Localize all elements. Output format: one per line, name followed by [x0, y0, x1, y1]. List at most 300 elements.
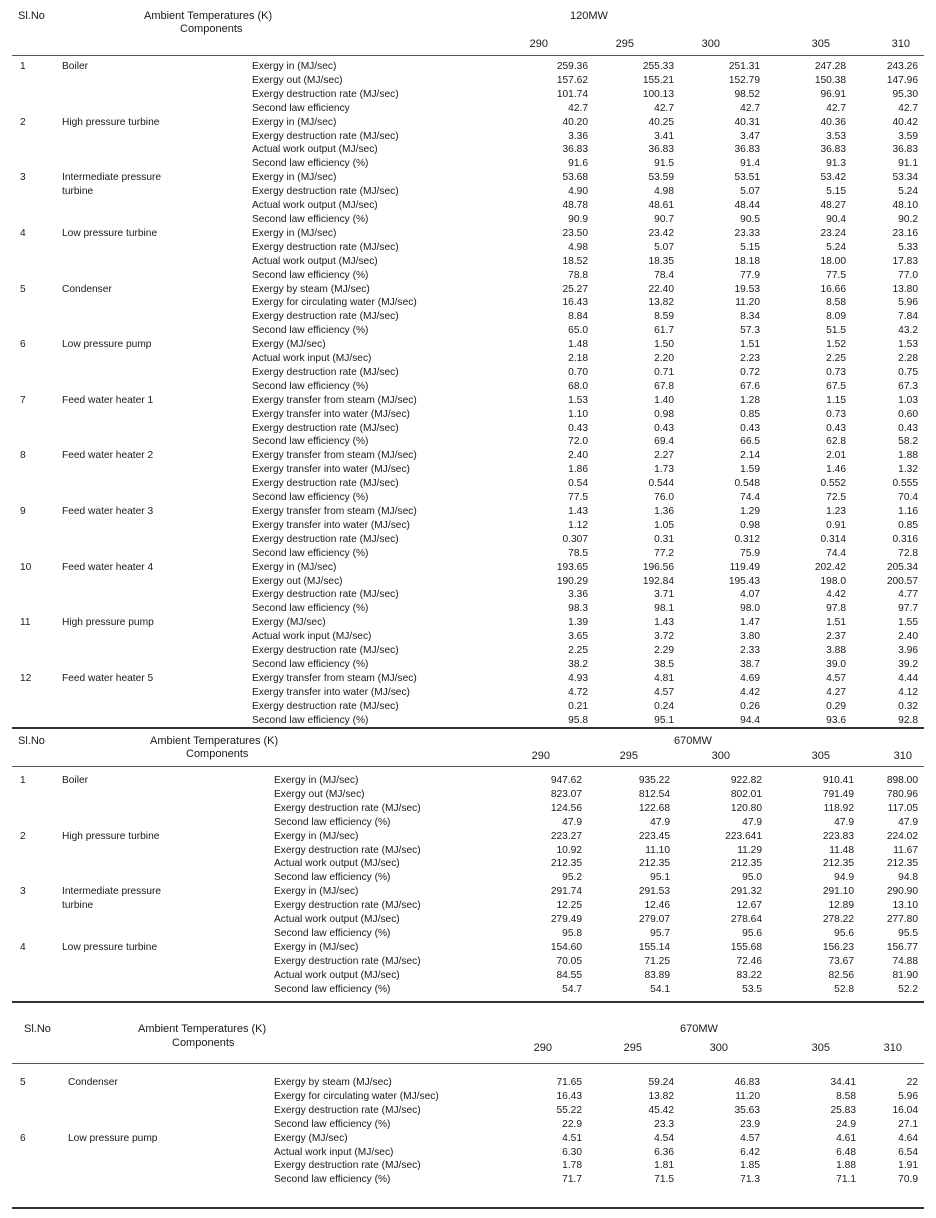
value-cell: 25.27: [562, 283, 588, 295]
temp-header: 305: [811, 750, 830, 762]
value-cell: 156.23: [822, 941, 854, 953]
value-cell: 97.8: [826, 603, 846, 615]
value-cell: 278.64: [730, 914, 762, 926]
sl-no-cell: [12, 102, 62, 116]
value-cell: 97.7: [898, 603, 918, 615]
value-cell: 3.96: [898, 645, 918, 657]
value-cell: 0.85: [898, 519, 918, 531]
value-cell: 82.56: [828, 969, 854, 981]
value-cell: 12.67: [736, 900, 762, 912]
value-cell: 90.7: [654, 213, 674, 225]
value-cell: 1.51: [740, 339, 760, 351]
value-cell: 2.40: [568, 450, 588, 462]
value-cell: 118.92: [823, 802, 854, 814]
table-row: [12, 310, 924, 324]
value-cell: 1.48: [568, 339, 588, 351]
sl-no-cell: [12, 1173, 68, 1187]
table-row: [12, 672, 924, 686]
sl-no-cell: [12, 700, 62, 714]
component-cell: [62, 686, 252, 700]
value-cell: 95.30: [892, 88, 918, 100]
value-cell: 1.43: [654, 617, 674, 629]
sl-no-cell: [12, 143, 62, 157]
value-cell: 22.40: [648, 283, 674, 295]
table-row: [12, 816, 924, 830]
value-cell: 4.44: [898, 672, 918, 684]
value-cell: 0.43: [740, 422, 760, 434]
value-cell: 24.9: [836, 1118, 856, 1130]
value-cell: 67.8: [654, 380, 674, 392]
component-cell: [62, 714, 252, 728]
value-cell: 90.9: [568, 213, 588, 225]
component-cell: [62, 519, 252, 533]
value-cell: 212.35: [822, 858, 854, 870]
component-cell: turbine: [62, 900, 94, 912]
table-row: [12, 435, 924, 449]
component-cell: [62, 74, 252, 88]
value-cell: 278.22: [822, 914, 854, 926]
value-cell: 196.56: [642, 561, 674, 573]
value-cell: 791.49: [822, 788, 854, 800]
table-row: [12, 491, 924, 505]
value-cell: 5.07: [740, 186, 760, 198]
parameter-cell: Exergy out (MJ/sec): [252, 575, 343, 587]
value-cell: 65.0: [568, 325, 588, 337]
value-cell: 119.49: [729, 561, 760, 573]
value-cell: 90.4: [826, 213, 846, 225]
parameter-cell: Second law efficiency (%): [252, 269, 369, 281]
sl-no-cell: [12, 185, 62, 199]
sl-no-cell: [12, 241, 62, 255]
value-cell: 81.90: [892, 969, 918, 981]
temp-header: 300: [711, 750, 730, 762]
value-cell: 5.15: [740, 241, 760, 253]
value-cell: 5.96: [898, 1090, 918, 1102]
sl-no-cell: [12, 913, 62, 927]
value-cell: 58.2: [898, 436, 918, 448]
component-cell: [62, 352, 252, 366]
value-cell: 48.44: [734, 200, 760, 212]
sl-no-cell: 1: [20, 61, 26, 72]
parameter-cell: Second law efficiency (%): [274, 983, 391, 995]
sl-no-cell: 8: [20, 450, 26, 462]
value-cell: 12.89: [828, 900, 854, 912]
sl-no-cell: 4: [20, 227, 26, 239]
table-row: [12, 88, 924, 102]
value-cell: 947.62: [550, 775, 582, 786]
component-cell: Feed water heater 5: [62, 672, 154, 684]
component-cell: [62, 913, 274, 927]
ambient-temperatures-header: Ambient Temperatures (K): [150, 735, 279, 747]
table-row: [12, 143, 924, 157]
table-row: [12, 213, 924, 227]
sl-no-cell: [12, 157, 62, 171]
parameter-cell: Actual work output (MJ/sec): [274, 858, 400, 870]
value-cell: 16.66: [820, 283, 846, 295]
data-table: [12, 774, 924, 997]
component-cell: [62, 296, 252, 310]
component-cell: Low pressure turbine: [62, 941, 158, 953]
value-cell: 70.9: [898, 1174, 918, 1186]
parameter-cell: Exergy by steam (MJ/sec): [274, 1077, 392, 1088]
component-cell: [62, 463, 252, 477]
value-cell: 23.24: [820, 227, 846, 239]
value-cell: 157.62: [556, 74, 588, 86]
value-cell: 1.78: [562, 1160, 582, 1172]
value-cell: 1.15: [826, 394, 846, 406]
sl-no-cell: [12, 74, 62, 88]
value-cell: 122.68: [638, 802, 670, 814]
value-cell: 7.84: [898, 311, 918, 323]
value-cell: 23.9: [740, 1118, 760, 1130]
sl-no-cell: [12, 899, 62, 913]
divider: [12, 766, 924, 767]
value-cell: 4.77: [898, 589, 918, 601]
value-cell: 1.85: [740, 1160, 760, 1172]
value-cell: 59.24: [648, 1077, 674, 1088]
parameter-cell: Second law efficiency (%): [252, 436, 369, 448]
value-cell: 1.53: [568, 394, 588, 406]
value-cell: 922.82: [730, 775, 762, 786]
sl-no-cell: [12, 857, 62, 871]
value-cell: 223.641: [725, 830, 762, 842]
sl-no-header: Sl.No: [18, 735, 45, 747]
component-cell: Low pressure turbine: [62, 227, 158, 239]
sl-no-cell: [12, 533, 62, 547]
value-cell: 71.1: [836, 1174, 856, 1186]
value-cell: 47.9: [898, 816, 918, 828]
value-cell: 0.312: [734, 533, 760, 545]
value-cell: 124.56: [550, 802, 582, 814]
parameter-cell: Exergy in (MJ/sec): [252, 227, 337, 239]
value-cell: 935.22: [638, 775, 670, 786]
component-cell: High pressure pump: [62, 617, 154, 629]
value-cell: 6.30: [562, 1146, 582, 1158]
value-cell: 290.90: [886, 886, 918, 898]
value-cell: 4.42: [826, 589, 846, 601]
value-cell: 16.04: [892, 1104, 918, 1116]
parameter-cell: Exergy in (MJ/sec): [274, 775, 359, 786]
value-cell: 0.43: [898, 422, 918, 434]
component-cell: [62, 213, 252, 227]
component-cell: [68, 1159, 274, 1173]
table-row: [12, 588, 924, 602]
sl-no-cell: [12, 644, 62, 658]
parameter-cell: Actual work output (MJ/sec): [252, 200, 378, 212]
table-row: [12, 788, 924, 802]
value-cell: 4.93: [568, 672, 588, 684]
value-cell: 95.6: [742, 927, 762, 939]
value-cell: 62.8: [826, 436, 846, 448]
component-cell: [68, 1118, 274, 1132]
value-cell: 247.28: [814, 61, 846, 72]
value-cell: 61.7: [654, 325, 674, 337]
component-cell: [62, 310, 252, 324]
value-cell: 13.80: [892, 283, 918, 295]
value-cell: 95.1: [654, 714, 674, 726]
parameter-cell: Exergy destruction rate (MJ/sec): [252, 186, 399, 198]
table-row: [12, 899, 924, 913]
sl-no-cell: [12, 927, 62, 941]
sl-no-cell: [12, 1104, 68, 1118]
component-cell: [62, 969, 274, 983]
value-cell: 1.59: [740, 464, 760, 476]
parameter-cell: Second law efficiency (%): [274, 816, 391, 828]
value-cell: 147.96: [886, 74, 918, 86]
value-cell: 38.5: [654, 658, 674, 670]
sl-no-cell: 10: [20, 561, 32, 573]
component-cell: Condenser: [68, 1077, 118, 1088]
sl-no-cell: [12, 130, 62, 144]
parameter-cell: Exergy in (MJ/sec): [252, 61, 337, 72]
value-cell: 2.14: [740, 450, 760, 462]
value-cell: 93.6: [826, 714, 846, 726]
sl-no-cell: [12, 199, 62, 213]
value-cell: 243.26: [886, 61, 918, 72]
table-row: [12, 941, 924, 955]
temp-header: 300: [709, 1042, 728, 1054]
value-cell: 251.31: [728, 61, 760, 72]
value-cell: 35.63: [734, 1104, 760, 1116]
component-cell: [68, 1146, 274, 1160]
value-cell: 16.43: [556, 1090, 582, 1102]
value-cell: 94.9: [834, 872, 854, 884]
value-cell: 94.8: [898, 872, 918, 884]
value-cell: 77.5: [826, 269, 846, 281]
value-cell: 98.1: [654, 603, 674, 615]
value-cell: 98.52: [734, 88, 760, 100]
value-cell: 0.555: [892, 478, 918, 490]
value-cell: 8.84: [568, 311, 588, 323]
sl-no-cell: [12, 658, 62, 672]
value-cell: 12.25: [556, 900, 582, 912]
parameter-cell: Exergy destruction rate (MJ/sec): [252, 478, 399, 490]
parameter-cell: Exergy for circulating water (MJ/sec): [274, 1090, 439, 1102]
value-cell: 40.36: [820, 116, 846, 128]
sl-no-cell: [12, 88, 62, 102]
parameter-cell: Exergy destruction rate (MJ/sec): [252, 645, 399, 657]
value-cell: 53.5: [742, 983, 762, 995]
value-cell: 95.8: [568, 714, 588, 726]
value-cell: 155.14: [638, 941, 670, 953]
table-row: [12, 686, 924, 700]
parameter-cell: Exergy (MJ/sec): [252, 617, 326, 629]
component-cell: [62, 816, 274, 830]
value-cell: 11.48: [829, 844, 854, 856]
value-cell: 3.59: [898, 130, 918, 142]
component-cell: Boiler: [62, 775, 89, 786]
value-cell: 19.53: [734, 283, 760, 295]
value-cell: 8.58: [826, 297, 846, 309]
value-cell: 4.57: [826, 672, 846, 684]
value-cell: 3.80: [740, 631, 760, 643]
component-cell: Low pressure pump: [62, 339, 152, 351]
value-cell: 95.1: [650, 872, 670, 884]
table-row: [12, 955, 924, 969]
value-cell: 155.68: [730, 941, 762, 953]
value-cell: 2.25: [568, 645, 588, 657]
value-cell: 42.7: [826, 102, 846, 114]
parameter-cell: Exergy in (MJ/sec): [274, 941, 359, 953]
value-cell: 2.25: [826, 353, 846, 365]
value-cell: 40.31: [734, 116, 760, 128]
sl-no-cell: 6: [20, 1132, 26, 1144]
sl-no-cell: 11: [20, 617, 31, 629]
table-row: [12, 547, 924, 561]
table-row: [12, 324, 924, 338]
sl-no-cell: [12, 588, 62, 602]
value-cell: 3.36: [568, 589, 588, 601]
sl-no-cell: 3: [20, 886, 26, 898]
value-cell: 0.316: [892, 533, 918, 545]
sl-no-cell: [12, 408, 62, 422]
component-cell: [62, 700, 252, 714]
parameter-cell: Second law efficiency (%): [252, 547, 369, 559]
value-cell: 3.71: [654, 589, 674, 601]
table-row: [12, 1132, 924, 1146]
value-cell: 6.48: [836, 1146, 856, 1158]
component-cell: [68, 1104, 274, 1118]
component-cell: [62, 366, 252, 380]
value-cell: 4.72: [568, 686, 588, 698]
sl-no-cell: [12, 1159, 68, 1173]
value-cell: 77.5: [568, 492, 588, 504]
temp-header: 310: [891, 38, 910, 50]
value-cell: 224.02: [886, 830, 918, 842]
parameter-cell: Actual work output (MJ/sec): [252, 255, 378, 267]
temp-header: 300: [701, 38, 720, 50]
value-cell: 84.55: [556, 969, 582, 981]
parameter-cell: Exergy in (MJ/sec): [252, 116, 337, 128]
table-row: [12, 394, 924, 408]
value-cell: 0.43: [826, 422, 846, 434]
sl-no-cell: [12, 955, 62, 969]
value-cell: 0.26: [740, 700, 760, 712]
value-cell: 4.81: [654, 672, 674, 684]
value-cell: 1.53: [898, 339, 918, 351]
value-cell: 2.18: [568, 353, 588, 365]
sl-no-cell: [12, 844, 62, 858]
value-cell: 3.41: [654, 130, 674, 142]
sl-no-cell: 3: [20, 172, 26, 184]
value-cell: 73.67: [828, 955, 854, 967]
value-cell: 95.0: [742, 872, 762, 884]
table-row: [12, 602, 924, 616]
table-row: [12, 885, 924, 899]
capacity-header: 120MW: [570, 10, 608, 22]
value-cell: 3.47: [740, 130, 760, 142]
value-cell: 8.34: [740, 311, 760, 323]
sl-no-header: Sl.No: [24, 1023, 51, 1035]
value-cell: 36.83: [648, 144, 674, 156]
parameter-cell: Exergy in (MJ/sec): [252, 172, 337, 184]
table-row: [12, 913, 924, 927]
value-cell: 98.0: [740, 603, 760, 615]
component-cell: [62, 88, 252, 102]
parameter-cell: Exergy transfer from steam (MJ/sec): [252, 672, 417, 684]
value-cell: 47.9: [834, 816, 854, 828]
value-cell: 94.4: [740, 714, 760, 726]
value-cell: 1.55: [898, 617, 918, 629]
sl-no-cell: [12, 802, 62, 816]
parameter-cell: Exergy destruction rate (MJ/sec): [274, 900, 421, 912]
component-cell: [62, 130, 252, 144]
sl-no-cell: 5: [20, 1077, 26, 1088]
value-cell: 3.65: [568, 631, 588, 643]
sl-no-cell: [12, 269, 62, 283]
value-cell: 0.314: [820, 533, 846, 545]
value-cell: 23.50: [562, 227, 588, 239]
parameter-cell: Exergy destruction rate (MJ/sec): [252, 422, 399, 434]
component-cell: [62, 788, 274, 802]
value-cell: 42.7: [898, 102, 918, 114]
table-row: [12, 380, 924, 394]
value-cell: 52.8: [834, 983, 854, 995]
sl-no-cell: [12, 983, 62, 997]
value-cell: 17.83: [892, 255, 918, 267]
sl-no-cell: [12, 366, 62, 380]
value-cell: 18.35: [648, 255, 674, 267]
table-row: [12, 519, 924, 533]
table-row: [12, 171, 924, 185]
table-row: [12, 463, 924, 477]
component-cell: High pressure turbine: [62, 116, 160, 128]
sl-no-cell: [12, 575, 62, 589]
value-cell: 4.61: [836, 1132, 856, 1144]
temp-header: 305: [811, 1042, 830, 1054]
sl-no-cell: 5: [20, 283, 26, 295]
sl-no-cell: [12, 310, 62, 324]
sl-no-cell: [12, 788, 62, 802]
value-cell: 38.7: [740, 658, 760, 670]
value-cell: 8.59: [654, 311, 674, 323]
value-cell: 5.24: [826, 241, 846, 253]
value-cell: 74.4: [740, 492, 760, 504]
table-row: [12, 616, 924, 630]
value-cell: 71.7: [562, 1174, 582, 1186]
value-cell: 77.9: [740, 269, 760, 281]
value-cell: 4.27: [826, 686, 846, 698]
table-row: [12, 185, 924, 199]
parameter-cell: Actual work input (MJ/sec): [274, 1146, 394, 1158]
value-cell: 0.552: [820, 478, 846, 490]
value-cell: 48.61: [648, 200, 674, 212]
value-cell: 11.20: [735, 297, 760, 309]
value-cell: 0.98: [654, 408, 674, 420]
value-cell: 1.46: [826, 464, 846, 476]
value-cell: 98.3: [568, 603, 588, 615]
value-cell: 259.36: [556, 61, 588, 72]
component-cell: [62, 871, 274, 885]
value-cell: 1.28: [740, 394, 760, 406]
value-cell: 96.91: [820, 88, 846, 100]
value-cell: 279.07: [638, 914, 670, 926]
component-cell: [62, 157, 252, 171]
value-cell: 1.16: [898, 506, 918, 517]
sl-no-cell: [12, 422, 62, 436]
capacity-header: 670MW: [674, 735, 712, 747]
sl-no-cell: [12, 352, 62, 366]
value-cell: 11.20: [735, 1090, 760, 1102]
parameter-cell: Exergy transfer from steam (MJ/sec): [252, 394, 417, 406]
table-row: [12, 422, 924, 436]
value-cell: 47.9: [650, 816, 670, 828]
sl-no-cell: 2: [20, 116, 26, 128]
parameter-cell: Second law efficiency (%): [252, 658, 369, 670]
parameter-cell: Exergy transfer into water (MJ/sec): [252, 464, 410, 476]
table-row: [12, 338, 924, 352]
table-row: [12, 74, 924, 88]
